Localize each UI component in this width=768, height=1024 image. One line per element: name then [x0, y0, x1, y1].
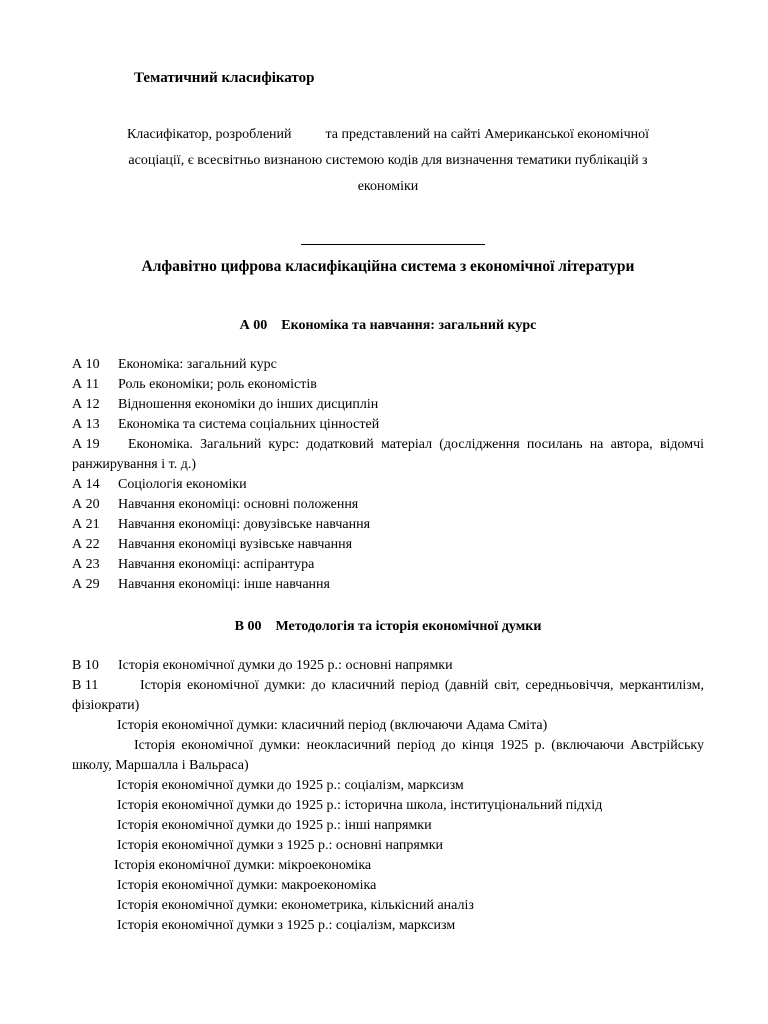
item-text: Історія економічної думки: класичний період (включаючи Адама Сміта) [117, 718, 548, 733]
list-item [72, 515, 704, 535]
item-text: Історія економічної думки з 1925 р.: основні напрямки [117, 838, 444, 853]
list-item [72, 876, 704, 896]
list-item [72, 656, 704, 676]
item-text: Навчання економіці вузівське навчання [118, 537, 353, 552]
list-item [72, 816, 704, 836]
item-code: В 11 [72, 678, 99, 693]
document-title: Тематичний класифікатор [134, 70, 315, 86]
list-item [72, 395, 704, 415]
intro-line-1-part-1: Класифікатор, розроблений [126, 127, 292, 142]
item-text: Історія економічної думки: неокласичний період до кінця 1925 р. (включаючи Австрійську школу, Маршалла і Вальраса) [72, 738, 704, 773]
classification-heading: Алфавітно цифрова класифікаційна система з економічної літератури [141, 258, 635, 275]
list-item [72, 716, 704, 736]
item-text: Навчання економіці: інше навчання [118, 577, 330, 592]
item-text: Соціологія економіки [118, 477, 247, 492]
list-item [72, 475, 704, 495]
list-item [72, 776, 704, 796]
item-code: А 21 [72, 517, 100, 532]
list-item [72, 916, 704, 936]
item-text: Економіка та система соціальних цінностей [118, 417, 380, 432]
item-text: Відношення економіки до інших дисциплін [118, 397, 379, 412]
list-item [72, 856, 704, 876]
item-text: Історія економічної думки: економетрика, кількісний аналіз [117, 898, 474, 913]
item-text: Економіка: загальний курс [118, 357, 277, 372]
item-text: Роль економіки; роль економістів [118, 377, 317, 392]
item-code: В 10 [72, 658, 99, 673]
list-item [72, 535, 704, 555]
intro-line-1 [72, 122, 704, 148]
item-code: А 29 [72, 577, 100, 592]
intro-paragraph [72, 122, 704, 200]
item-text: Історія економічної думки до 1925 р.: інші напрямки [117, 818, 432, 833]
list-item [72, 415, 704, 435]
list-item [72, 355, 704, 375]
list-item [72, 375, 704, 395]
section-a-list [72, 355, 704, 595]
intro-line-3: економіки [357, 179, 419, 194]
item-code: А 12 [72, 397, 100, 412]
item-text: Історія економічної думки до 1925 р.: історична школа, інституціональний підхід [117, 798, 603, 813]
item-code: А 19 [72, 437, 100, 452]
item-code: А 10 [72, 357, 100, 372]
item-text: Навчання економіці: довузівське навчання [118, 517, 371, 532]
item-code: А 20 [72, 497, 100, 512]
section-a-header: А 00 Економіка та навчання: загальний курс [239, 318, 537, 333]
item-code: А 13 [72, 417, 100, 432]
item-text: Економіка. Загальний курс: додатковий матеріал (дослідження посилань на автора, відомчі ранжирування і т. д.) [72, 437, 704, 472]
section-b-header: В 00 Методологія та історія економічної думки [234, 619, 542, 634]
horizontal-rule [301, 244, 485, 245]
list-item [72, 435, 704, 475]
intro-line-2: асоціації, є всесвітньо визнаною системою кодів для визначення тематики публікацій з [128, 153, 648, 168]
item-text: Історія економічної думки до 1925 р.: соціалізм, марксизм [117, 778, 464, 793]
item-code: А 22 [72, 537, 100, 552]
list-item [72, 736, 704, 776]
item-text: Історія економічної думки з 1925 р.: соціалізм, марксизм [117, 918, 456, 933]
item-code: А 11 [72, 377, 100, 392]
list-item [72, 575, 704, 595]
list-item [72, 676, 704, 716]
intro-line-1-part-2: та представлений на сайті Американської економічної [325, 127, 650, 142]
item-text: Історія економічної думки до 1925 р.: основні напрямки [118, 658, 453, 673]
section-b-list [72, 656, 704, 936]
list-item [72, 555, 704, 575]
item-code: А 23 [72, 557, 100, 572]
list-item [72, 796, 704, 816]
list-item [72, 836, 704, 856]
item-text: Історія економічної думки: макроекономіка [117, 878, 377, 893]
item-text: Навчання економіці: основні положення [118, 497, 359, 512]
item-text: Історія економічної думки: мікроекономіка [114, 858, 372, 873]
item-text: Історія економічної думки: до класичний період (давній світ, середньовіччя, меркантилізм, фізіократи) [72, 678, 704, 713]
item-text: Навчання економіці: аспірантура [118, 557, 315, 572]
list-item [72, 896, 704, 916]
list-item [72, 495, 704, 515]
item-code: А 14 [72, 477, 100, 492]
